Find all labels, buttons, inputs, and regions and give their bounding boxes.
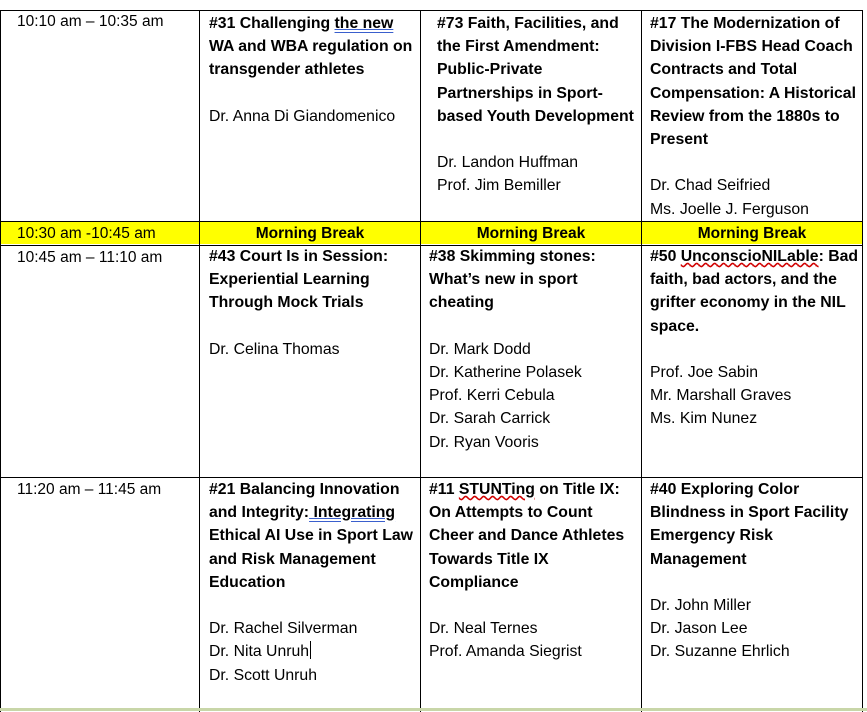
author-name: Prof. Kerri Cebula: [429, 387, 555, 405]
author-name: Ms. Kim Nunez: [650, 410, 758, 428]
break-label: Morning Break: [697, 225, 807, 242]
author-name: Dr. Chad Seifried: [650, 177, 771, 195]
author-name: Prof. Jim Bemiller: [437, 177, 561, 195]
time-slot: 11:20 am – 11:45 am: [17, 481, 162, 498]
session-title: #21 Balancing Innovation and Integrity: Integrating Ethical AI Use in Sport Law and Risk Management Education: [209, 481, 413, 591]
column-divider: [0, 10, 1, 712]
session-authors: [650, 361, 860, 431]
author-name: Prof. Amanda Siegrist: [429, 643, 582, 661]
author-name: Mr. Marshall Graves: [650, 387, 792, 405]
session-title: #38 Skimming stones: What’s new in sport cheating: [429, 248, 596, 312]
column-divider: [199, 10, 200, 712]
author-name: Dr. Landon Huffman: [437, 154, 579, 172]
session-title: #43 Court Is in Session: Experiential Learning Through Mock Trials: [209, 248, 389, 312]
break-label: Morning Break: [255, 225, 365, 242]
author-name: Dr. Suzanne Ehrlich: [650, 643, 790, 661]
session-title: #50 UnconscioNILable: Bad faith, bad actors, and the grifter economy in the NIL space.: [650, 248, 859, 335]
table-bottom-edge: [0, 708, 867, 711]
author-name: Ms. Joelle J. Ferguson: [650, 200, 809, 218]
text-cursor: [310, 641, 311, 659]
grammar-flag: the new: [334, 15, 394, 32]
author-name: Dr. Anna Di Giandomenico: [209, 107, 396, 125]
author-name: Dr. Scott Unruh: [209, 666, 317, 684]
session-title: #31 Challenging the new WA and WBA regulation on transgender athletes: [209, 15, 413, 79]
author-name: Dr. Neal Ternes: [429, 620, 538, 638]
author-name: Dr. Celina Thomas: [209, 340, 340, 358]
spelling-flag: STUNTing: [458, 481, 535, 498]
session-title: #40 Exploring Color Blindness in Sport Facility Emergency Risk Management: [650, 481, 849, 568]
session-cell: [209, 245, 417, 361]
session-title: #17 The Modernization of Division I-FBS Head Coach Contracts and Total Compensation: A Historical Review from the 1880s to Present: [650, 15, 856, 149]
author-name: Dr. Jason Lee: [650, 620, 748, 638]
column-divider: [641, 10, 642, 712]
grammar-flag: Integrating: [309, 504, 396, 522]
session-authors: [209, 338, 417, 361]
time-slot: 10:45 am – 11:10 am: [17, 249, 163, 266]
session-cell: [429, 245, 637, 454]
author-name: Dr. Katherine Polasek: [429, 364, 582, 381]
break-label: Morning Break: [476, 225, 586, 242]
session-cell: [650, 478, 860, 664]
column-divider: [420, 10, 421, 712]
author-name: Dr. Ryan Vooris: [429, 433, 539, 451]
author-name: Dr. Sarah Carrick: [429, 410, 551, 428]
author-name: Dr. Rachel Silverman: [209, 620, 358, 638]
session-cell: [650, 245, 860, 431]
session-authors: [429, 338, 637, 454]
spelling-flag: UnconscioNILable: [680, 248, 819, 265]
session-title: #11 STUNTing on Title IX: On Attempts to Count Cheer and Dance Athletes Towards Title IX Compliance: [429, 481, 625, 591]
session-cell: [650, 12, 860, 221]
session-authors: [650, 174, 860, 220]
time-slot: 10:10 am – 10:35 am: [17, 13, 164, 30]
session-cell: [209, 12, 417, 128]
session-cell: [429, 478, 637, 664]
session-authors: [209, 617, 417, 687]
session-title: #73 Faith, Facilities, and the First Amendment: Public-Private Partnerships in Sport-based Youth Development: [437, 15, 634, 125]
author-name: Prof. Joe Sabin: [650, 364, 759, 381]
column-divider: [862, 10, 863, 712]
session-authors: [437, 151, 637, 197]
author-name: Dr. Mark Dodd: [429, 340, 531, 358]
session-authors: [429, 617, 637, 663]
session-authors: [650, 594, 860, 664]
author-name: Dr. Nita Unruh: [209, 643, 310, 661]
session-cell: [437, 12, 637, 198]
time-slot: 10:30 am -10:45 am: [17, 225, 156, 242]
author-name: Dr. John Miller: [650, 597, 751, 614]
session-cell: [209, 478, 417, 687]
session-authors: [209, 105, 417, 128]
